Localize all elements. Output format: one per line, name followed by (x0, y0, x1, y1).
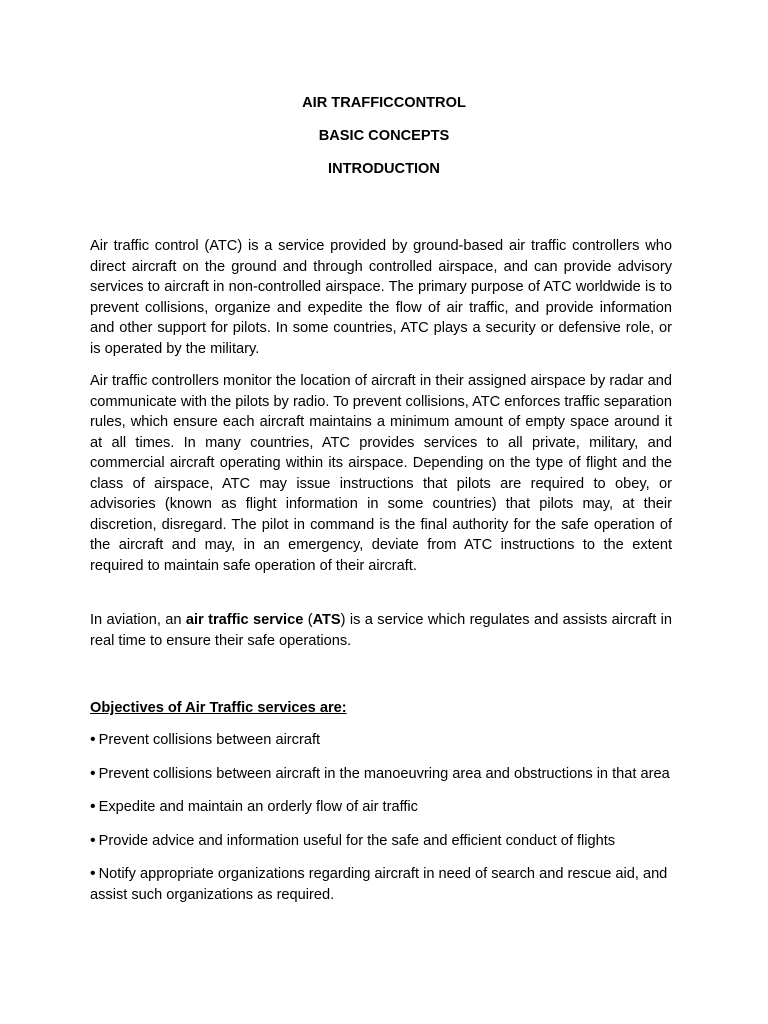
paragraph-mid: ( (303, 612, 313, 628)
objectives-list (90, 730, 672, 918)
bullet-icon: • (90, 731, 96, 748)
paragraph-text (90, 610, 672, 651)
list-item-text: Provide advice and information useful for the safe and efficient conduct of flights (98, 832, 616, 849)
list-item (90, 797, 672, 818)
list-item-text: Prevent collisions between aircraft (98, 732, 321, 748)
paragraph-suffix: ) is a service which regulates and assists aircraft in real time to ensure their safe operations. (90, 612, 672, 649)
section-title-introduction: INTRODUCTION (328, 161, 440, 177)
paragraph-text: Air traffic controllers monitor the location of aircraft in their assigned airspace by radar and communicate with the pilots by radio. To prevent collisions, ATC enforces traffic separation rules, which ensure each aircraft maintains a minimum amount of empty space around it at all times. In many countries, ATC provides services to all private, military, and commercial aircraft operating within its airspace. Depending on the type of flight and the class of airspace, ATC may issue instructions that pilots are required to obey, or advisories (known as flight information in some countries) that pilots may, at their discretion, disregard. The pilot in command is the final authority for the safe operation of the aircraft and may, in an emergency, deviate from ATC instructions to the extent required to maintain safe operation of their aircraft. (90, 373, 672, 574)
document-title: AIR TRAFFICCONTROL (302, 95, 466, 111)
bold-term-ats: ATS (312, 612, 341, 628)
list-item (90, 764, 672, 785)
list-item-text: Notify appropriate organizations regarding aircraft in need of search and rescue aid, and assist such organizations as required. (90, 866, 668, 903)
document-title-block (0, 93, 768, 192)
objectives-heading: Objectives of Air Traffic services are: (90, 700, 347, 716)
bullet-icon: • (90, 798, 96, 815)
bullet-icon: • (90, 831, 96, 849)
bold-term-air-traffic-service: air traffic service (185, 612, 304, 628)
bullet-icon: • (90, 865, 96, 882)
paragraph-atc-controllers (90, 371, 672, 576)
paragraph-ats-definition (90, 610, 672, 651)
list-item (90, 730, 672, 751)
paragraph-prefix: In aviation, an (90, 612, 186, 628)
paragraph-atc-definition (90, 236, 672, 359)
paragraph-text: Air traffic control (ATC) is a service provided by ground-based air traffic controllers who direct aircraft on the ground and through controlled airspace, and can provide advisory services to aircraft in non-controlled airspace. The primary purpose of ATC worldwide is to prevent collisions, organize and expedite the flow of air traffic, and provide information and other support for pilots. In some countries, ATC plays a security or defensive role, or is operated by the military. (90, 238, 672, 357)
document-subtitle: BASIC CONCEPTS (318, 128, 450, 144)
list-item-text: Expedite and maintain an orderly flow of air traffic (98, 799, 418, 815)
list-item (90, 831, 672, 852)
list-item-text: Prevent collisions between aircraft in the manoeuvring area and obstructions in that area (98, 765, 670, 782)
bullet-icon: • (90, 764, 96, 782)
list-item (90, 864, 672, 905)
